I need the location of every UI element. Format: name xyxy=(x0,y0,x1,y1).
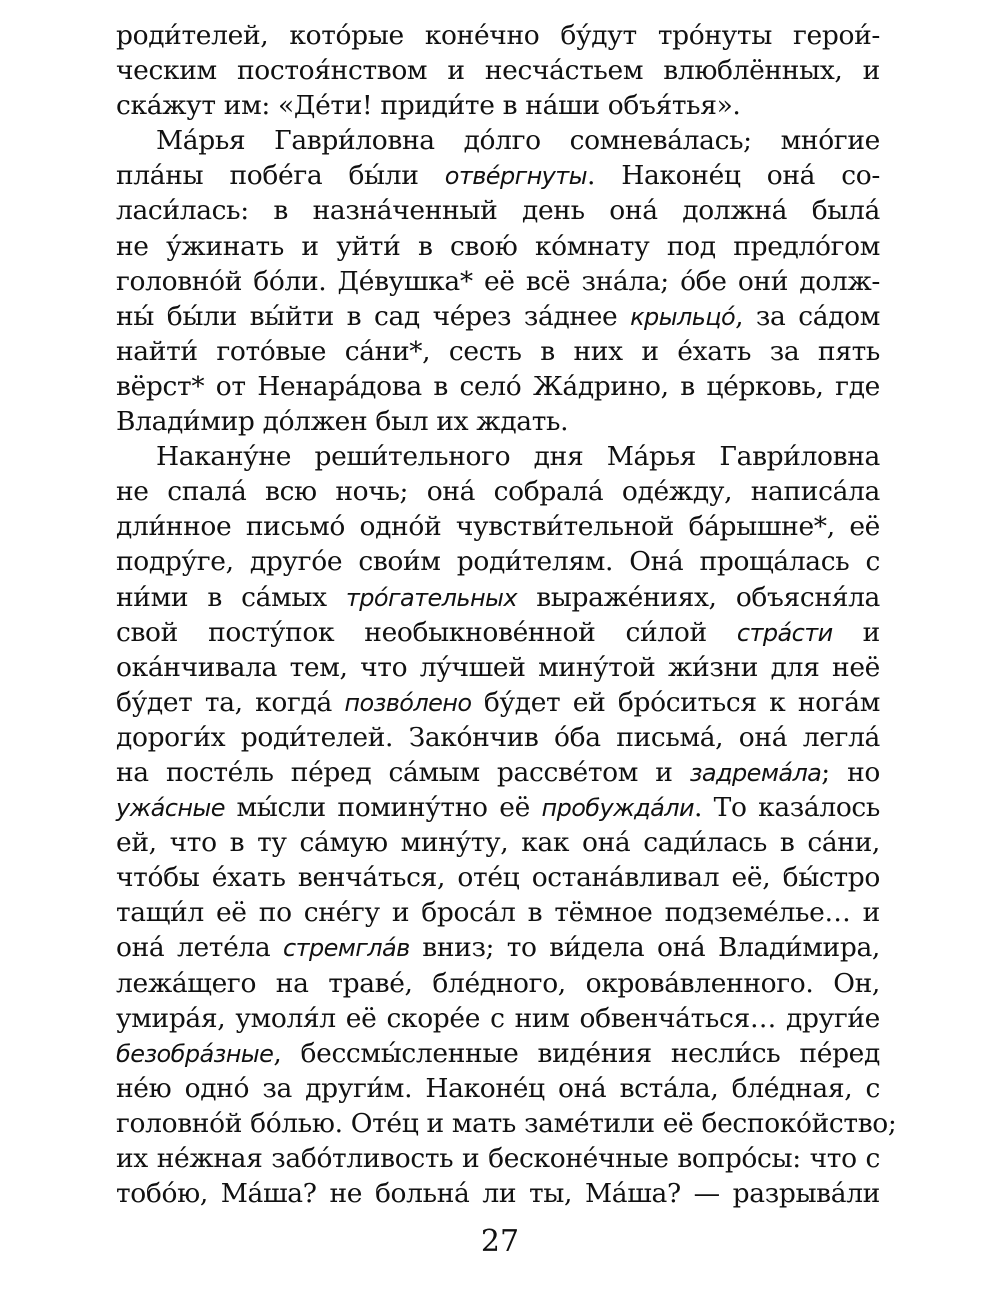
text-run: свой посту́пок необыкнове́нной си́лой xyxy=(116,616,737,648)
text-run: ; но xyxy=(821,756,880,788)
text-run: не́ю одно́ за други́м. Наконе́ц она́ вста́ла, бле́дная, с xyxy=(116,1072,880,1104)
text-line xyxy=(116,544,880,579)
glossary-word: пробужда́ли xyxy=(541,794,694,823)
text-line xyxy=(116,755,880,790)
text-run: мы́сли помину́тно её xyxy=(224,792,542,824)
text-line xyxy=(116,334,880,369)
text-run: умира́я, умоля́л её скоре́е с ним обвенча́ться… други́е xyxy=(116,1002,880,1034)
text-line xyxy=(116,229,880,264)
glossary-word: ужа́сные xyxy=(116,794,225,823)
text-run: их не́жная забо́тливость и бесконе́чные вопро́сы: что с xyxy=(116,1143,880,1174)
text-run: Накану́не реши́тельного дня Ма́рья Гаври́ловна xyxy=(156,441,880,473)
glossary-word: безобра́зные xyxy=(116,1039,274,1068)
glossary-word: задрема́ла xyxy=(689,758,822,787)
text-run: . То каза́лось xyxy=(693,792,880,824)
text-line xyxy=(116,193,880,228)
text-line xyxy=(116,369,880,404)
page-body xyxy=(116,18,897,1211)
text-run: дороги́х роди́телей. Зако́нчив о́ба письма́, она́ легла́ xyxy=(116,721,880,753)
text-line xyxy=(116,1141,880,1176)
text-run: не спала́ всю ночь; она́ собрала́ оде́жду, написа́ла xyxy=(116,476,880,508)
text-run: не у́жинать и уйти́ в свою́ ко́мнату под предло́гом xyxy=(116,230,880,262)
text-run: лежа́щего на траве́, бле́дного, окрова́вленного. Он, xyxy=(116,967,880,999)
text-run: . Наконе́ц она́ со- xyxy=(587,160,880,192)
text-run: ска́жут им: «Де́ти! приди́те в на́ши объя́тья». xyxy=(116,90,741,122)
text-run: ческим постоя́нством и несча́стьем влюблённых, и xyxy=(116,55,880,87)
text-run: ласи́лась: в назна́ченный день она́ должна́ была́ xyxy=(116,195,880,227)
text-run: бу́дет ей бро́ситься к нога́м xyxy=(471,686,881,718)
text-line xyxy=(116,158,880,193)
page-number: 27 xyxy=(480,1224,520,1259)
text-run: , бессмы́сленные виде́ния несли́сь пе́ред xyxy=(273,1037,880,1069)
text-line xyxy=(116,1176,880,1211)
glossary-word: стремгла́в xyxy=(282,934,410,963)
glossary-word: позво́лено xyxy=(344,688,472,717)
text-line xyxy=(116,1106,897,1141)
glossary-word: отве́ргнуты xyxy=(444,162,588,191)
text-run: что́бы е́хать венча́ться, оте́ц остана́вливал её, бы́стро xyxy=(116,862,880,894)
text-line xyxy=(116,53,880,88)
glossary-word: тро́гательных xyxy=(345,583,518,612)
text-run: ни́ми в са́мых xyxy=(116,581,346,613)
text-run: бу́дет та, когда́ xyxy=(116,686,345,718)
text-run: ны́ бы́ли вы́йти в сад че́рез за́днее xyxy=(116,300,631,332)
text-run: найти́ гото́вые са́ни*, сесть в них и е́хать за пять xyxy=(116,335,880,367)
text-line xyxy=(116,1071,880,1106)
text-run: вёрст* от Ненара́дова в село́ Жа́дрино, в це́рковь, где xyxy=(116,370,880,402)
text-line xyxy=(116,895,880,930)
text-line xyxy=(116,790,880,825)
text-run: Влади́мир до́лжен был их ждать. xyxy=(116,406,569,438)
text-line xyxy=(116,1001,880,1036)
text-line xyxy=(116,615,880,650)
text-run: на посте́ль пе́ред са́мым рассве́том и xyxy=(116,756,690,788)
text-run: подру́ге, друго́е свои́м роди́телям. Она́ проща́лась с xyxy=(116,546,880,578)
text-run: головно́й бо́ли. Де́вушка* её всё зна́ла; о́бе они́ долж- xyxy=(116,265,880,297)
text-line xyxy=(116,825,880,860)
text-line xyxy=(116,860,880,895)
text-line xyxy=(116,474,880,509)
text-line xyxy=(116,299,880,334)
text-line xyxy=(116,18,880,53)
text-line xyxy=(116,650,880,685)
text-run: пла́ны побе́га бы́ли xyxy=(116,160,445,192)
text-run: головно́й бо́лью. Оте́ц и мать заме́тили её беспоко́йство; xyxy=(116,1107,897,1139)
paragraph-first-line xyxy=(116,439,880,474)
text-line xyxy=(116,264,880,299)
text-line xyxy=(116,580,880,615)
text-run: , за са́дом xyxy=(735,300,880,332)
glossary-word: стра́сти xyxy=(736,618,833,647)
text-line xyxy=(116,404,880,439)
glossary-word: крыльцо́ xyxy=(630,302,736,331)
text-line xyxy=(116,966,880,1001)
text-run: она́ лете́ла xyxy=(116,932,283,964)
text-line xyxy=(116,1036,880,1071)
text-run: роди́телей, кото́рые коне́чно бу́дут тро́нуты герои́- xyxy=(116,20,880,51)
paragraph-first-line xyxy=(116,123,880,158)
text-run: тобо́ю, Ма́ша? не больна́ ли ты, Ма́ша? — разрыва́ли xyxy=(116,1178,880,1210)
text-line xyxy=(116,685,880,720)
text-run: тащи́л её по сне́гу и броса́л в тёмное подземе́лье… и xyxy=(116,897,880,929)
text-line xyxy=(116,720,880,755)
text-line xyxy=(116,930,880,965)
text-run: ей, что в ту са́мую мину́ту, как она́ сади́лась в са́ни, xyxy=(116,827,880,859)
text-line xyxy=(116,88,880,123)
text-line xyxy=(116,509,880,544)
text-run: вниз; то ви́дела она́ Влади́мира, xyxy=(409,932,880,964)
text-run: дли́нное письмо́ одно́й чувстви́тельной ба́рышне*, её xyxy=(116,511,880,543)
text-run: Ма́рья Гаври́ловна до́лго сомнева́лась; мно́гие xyxy=(156,125,880,157)
text-run: ока́нчивала тем, что лу́чшей мину́той жи́зни для неё xyxy=(116,651,880,683)
text-run: выраже́ниях, объясня́ла xyxy=(517,581,881,613)
text-run: и xyxy=(832,616,880,648)
